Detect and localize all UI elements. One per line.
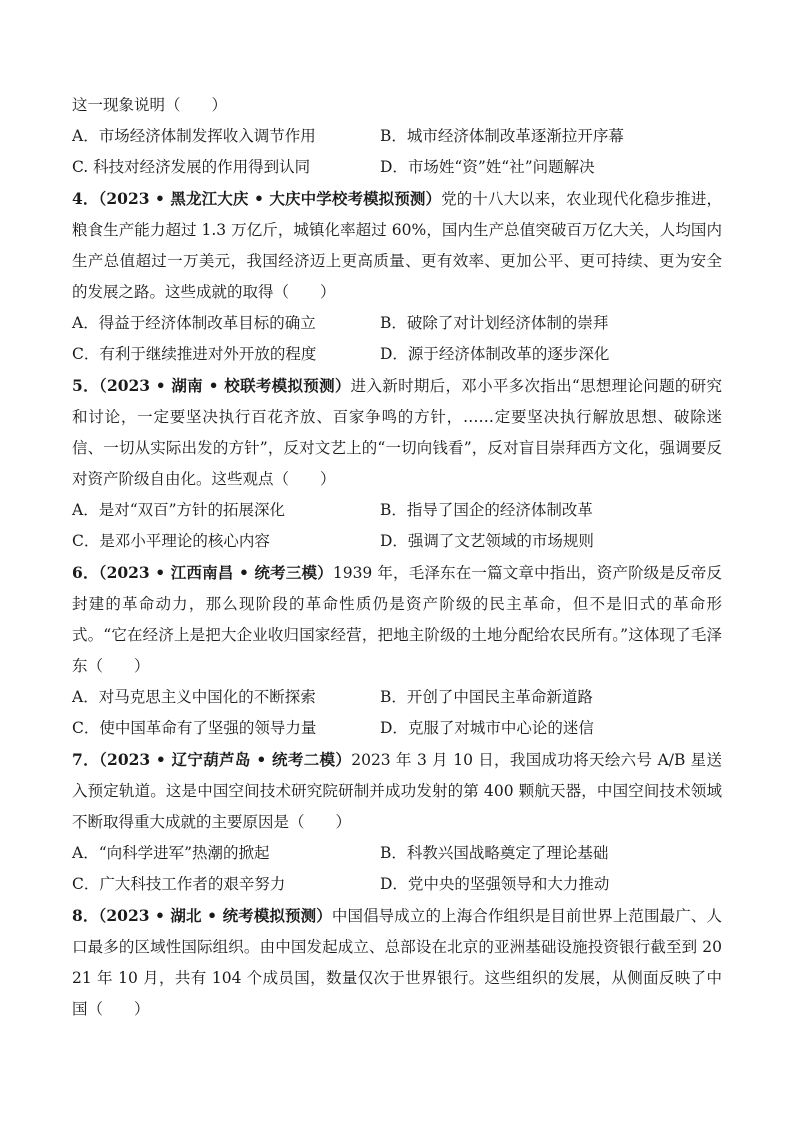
question-text: 中国倡导成立的上海合作组织是目前世界上范围最广、人口最多的区域性国际组织。由中国发起成立、总部设在北京的亚洲基础设施投资银行截至到 2021 年 10 月，共有 104 个成员国，数量仅次于世界银行。这些组织的发展，从侧面反映了中国（ ） bbox=[72, 907, 722, 1018]
question-number: 8． bbox=[72, 906, 99, 925]
options-row bbox=[72, 526, 722, 557]
options-row bbox=[72, 152, 722, 183]
options-row bbox=[72, 838, 722, 869]
option-d[interactable]: D．克服了对城市中心论的迷信 bbox=[380, 719, 594, 737]
question-source: （2023 • 湖北 • 统考模拟预测） bbox=[98, 906, 332, 925]
option-b[interactable]: B．开创了中国民主革命新道路 bbox=[380, 688, 593, 706]
options-row bbox=[72, 339, 722, 370]
option-c[interactable]: C．广大科技工作者的艰辛努力 bbox=[72, 875, 286, 893]
option-b[interactable]: B．城市经济体制改革逐渐拉开序幕 bbox=[380, 127, 624, 145]
option-a[interactable]: A．对马克思主义中国化的不断探索 bbox=[72, 688, 316, 706]
option-b[interactable]: B．指导了国企的经济体制改革 bbox=[380, 501, 593, 519]
question-text: 进入新时期后，邓小平多次指出“思想理论问题的研究和讨论，一定要坚决执行百花齐放、百家争鸣的方针，……定要坚决执行解放思想、破除迷信、一切从实际出发的方针”，反对文艺上的“一切向钱看”，反对盲目崇拜西方文化，强调要反对资产阶级自由化。这些观点（ ） bbox=[72, 377, 722, 488]
question-5 bbox=[72, 370, 722, 557]
option-a[interactable]: A．得益于经济体制改革目标的确立 bbox=[72, 314, 316, 332]
question-3-tail bbox=[72, 90, 722, 183]
option-b[interactable]: B．科教兴国战略奠定了理论基础 bbox=[380, 844, 609, 862]
option-b[interactable]: B．破除了对计划经济体制的崇拜 bbox=[380, 314, 609, 332]
question-8 bbox=[72, 900, 722, 1025]
question-source: （2023 • 黑龙江大庆 • 大庆中学校考模拟预测） bbox=[98, 189, 442, 208]
question-stem bbox=[72, 557, 722, 682]
question-source: （2023 • 江西南昌 • 统考三模） bbox=[98, 563, 333, 582]
question-7 bbox=[72, 744, 722, 900]
option-a[interactable]: A．市场经济体制发挥收入调节作用 bbox=[72, 127, 316, 145]
question-stem bbox=[72, 744, 722, 838]
question-number: 7． bbox=[72, 750, 99, 769]
question-4 bbox=[72, 183, 722, 370]
option-d[interactable]: D．市场姓“资”姓“社”问题解决 bbox=[380, 158, 595, 176]
options-row bbox=[72, 121, 722, 152]
question-number: 5． bbox=[72, 376, 99, 395]
question-number: 4． bbox=[72, 189, 99, 208]
question-text: 2023 年 3 月 10 日，我国成功将天绘六号 A/B 星送入预定轨道。这是中国空间技术研究院研制并成功发射的第 400 颗航天器，中国空间技术领域不断取得重大成就的主要原因是（ ） bbox=[72, 751, 722, 831]
question-stem bbox=[72, 370, 722, 495]
option-c[interactable]: C．是邓小平理论的核心内容 bbox=[72, 532, 270, 550]
option-c[interactable]: C．有利于继续推进对外开放的程度 bbox=[72, 345, 317, 363]
option-a[interactable]: A．是对“双百”方针的拓展深化 bbox=[72, 501, 286, 519]
options-row bbox=[72, 308, 722, 339]
document-page bbox=[72, 90, 722, 1025]
question-number: 6． bbox=[72, 563, 99, 582]
options-row bbox=[72, 713, 722, 744]
question-stem bbox=[72, 900, 722, 1025]
question-6 bbox=[72, 557, 722, 744]
question-source: （2023 • 辽宁葫芦岛 • 统考二模） bbox=[98, 750, 352, 769]
option-c[interactable]: C. 科技对经济发展的作用得到认同 bbox=[72, 158, 311, 176]
question-text: 党的十八大以来，农业现代化稳步推进，粮食生产能力超过 1.3 万亿斤，城镇化率超过 60%，国内生产总值突破百万亿大关，人均国内生产总值超过一万美元，我国经济迈上更高质量、更有效率、更加公平、更可持续、更为安全的发展之路。这些成就的取得（ ） bbox=[72, 190, 722, 301]
option-d[interactable]: D．党中央的坚强领导和大力推动 bbox=[380, 875, 610, 893]
question-stem: 这一现象说明（ ） bbox=[72, 96, 228, 114]
question-stem bbox=[72, 183, 722, 308]
options-row bbox=[72, 682, 722, 713]
options-row bbox=[72, 495, 722, 526]
option-d[interactable]: D．强调了文艺领域的市场规则 bbox=[380, 532, 594, 550]
option-d[interactable]: D．源于经济体制改革的逐步深化 bbox=[380, 345, 610, 363]
option-a[interactable]: A．“向科学进军”热潮的掀起 bbox=[72, 844, 270, 862]
question-text: 1939 年，毛泽东在一篇文章中指出，资产阶级是反帝反封建的革命动力，那么现阶段的革命性质仍是资产阶级的民主革命，但不是旧式的革命形式。“它在经济上是把大企业收归国家经营，把地主阶级的土地分配给农民所有。”这体现了毛泽东（ ） bbox=[72, 564, 722, 675]
question-source: （2023 • 湖南 • 校联考模拟预测） bbox=[98, 376, 351, 395]
options-row bbox=[72, 869, 722, 900]
option-c[interactable]: C．使中国革命有了坚强的领导力量 bbox=[72, 719, 317, 737]
